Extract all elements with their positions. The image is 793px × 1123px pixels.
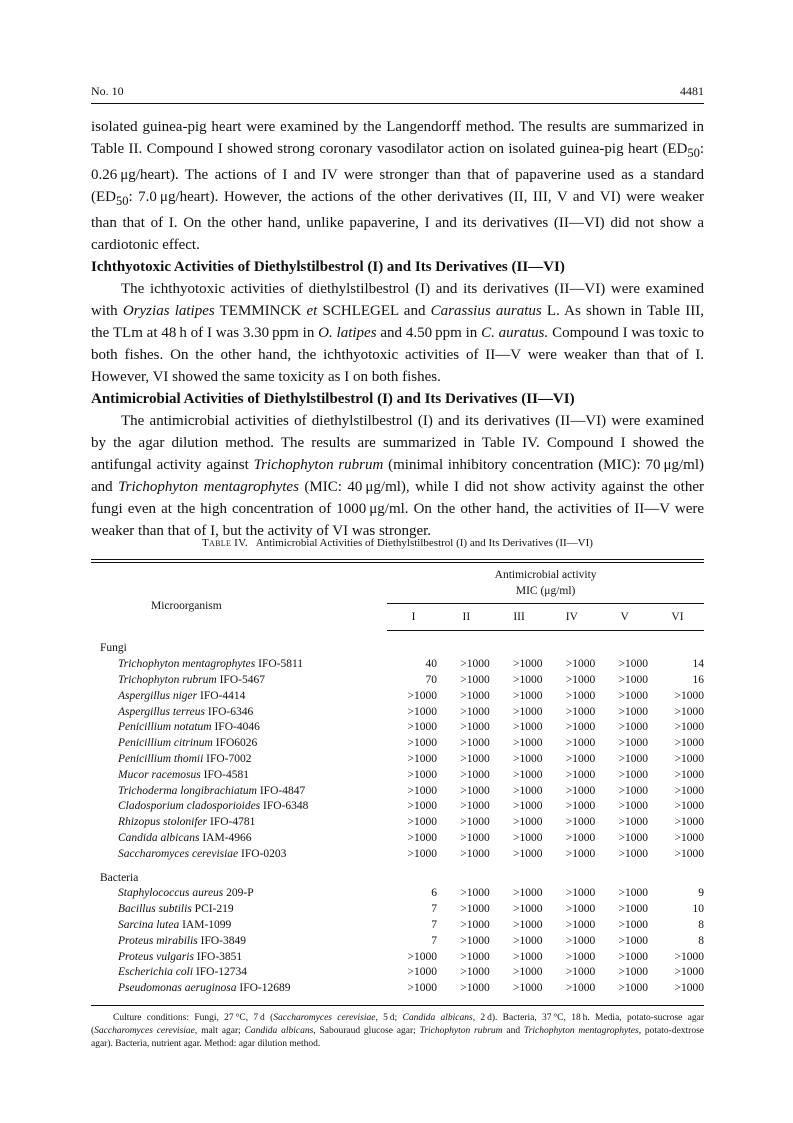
spacer-row (91, 631, 704, 642)
mic-value: >1000 (512, 737, 543, 750)
mic-value: >1000 (674, 737, 704, 750)
mic-value: >1000 (565, 966, 596, 979)
organism-name (91, 886, 387, 902)
mic-value: >1000 (618, 784, 648, 797)
table-caption: Table IV. Antimicrobial Activities of Diethylstilbestrol (I) and Its Derivatives (II—VI) (202, 537, 593, 549)
organism-name (91, 981, 387, 997)
mic-value: >1000 (565, 784, 596, 797)
mic-value: >1000 (565, 831, 596, 844)
species-name: Mucor racemosus (118, 768, 201, 781)
mic-value: >1000 (407, 768, 437, 781)
mic-value: >1000 (565, 816, 596, 829)
mic-value: >1000 (512, 887, 543, 900)
mic-value: 7 (431, 918, 437, 931)
mic-value: >1000 (512, 982, 543, 995)
organism-name (91, 799, 387, 815)
col-header-iii: III (493, 604, 546, 631)
species-name: Rhizopus stolonifer (118, 816, 208, 829)
footnote-segment: , 5 d; (375, 1012, 403, 1023)
table-header (91, 563, 704, 631)
footnote-segment: , 2 d). Bacteria, 37 °C, 18 h. Media, potato-sucrose agar ( (91, 1012, 705, 1036)
mic-value: >1000 (460, 903, 490, 916)
mic-value: >1000 (407, 950, 437, 963)
mic-value: >1000 (674, 705, 704, 718)
strain-id: IFO-4414 (197, 689, 246, 702)
mic-value: >1000 (565, 737, 596, 750)
species-name: Penicillium notatum (118, 721, 212, 734)
mic-value: 8 (698, 934, 704, 947)
strain-id: IAM-4966 (199, 831, 252, 844)
mic-value: >1000 (565, 847, 596, 860)
mic-value: >1000 (618, 816, 648, 829)
table-row (91, 783, 704, 799)
mic-value: >1000 (618, 847, 648, 860)
mic-value: >1000 (460, 737, 490, 750)
col-header-iv: IV (545, 604, 598, 631)
table-row (91, 767, 704, 783)
table-row (91, 799, 704, 815)
mic-table (91, 563, 704, 1001)
organism-name (91, 673, 387, 689)
footnote-segment: Trichophyton rubrum (419, 1025, 503, 1036)
organism-name (91, 918, 387, 934)
mic-value: >1000 (618, 934, 648, 947)
footnote-segment: , Sabouraud glucose agar; (313, 1025, 420, 1036)
mic-value: >1000 (512, 934, 543, 947)
organism-name (91, 783, 387, 799)
strain-id: IFO-3851 (193, 950, 243, 963)
paragraph-1: isolated guinea-pig heart were examined by the Langendorff method. The results are summarized in Table II. Compound I showed strong coronary vasodilator action on isolated guinea-pig heart ($ED_{50}$: 0.26 μg/heart). The actions of I and IV were stronger than that of papaverine used as a standard ($ED_{50}$: 7.0 μg/heart). However, the actions of the other derivatives (II, III, V and VI) were weaker than that of I. On the other hand, unlike papaverine, I and its derivatives (II—VI) did not show a cardiotonic effect. (91, 119, 704, 253)
mic-value: >1000 (565, 705, 596, 718)
mic-value: >1000 (512, 966, 543, 979)
mic-value: >1000 (618, 752, 648, 765)
mic-value: >1000 (565, 752, 596, 765)
mic-value: >1000 (674, 950, 704, 963)
mic-value: >1000 (512, 768, 543, 781)
table-row (91, 752, 704, 768)
mic-value: >1000 (618, 831, 648, 844)
mic-value: >1000 (407, 784, 437, 797)
mic-value: >1000 (460, 831, 490, 844)
strain-id: IFO-4581 (200, 768, 249, 781)
group-label: Fungi (100, 642, 127, 655)
organism-name (91, 720, 387, 736)
species-name: Proteus mirabilis (118, 934, 198, 947)
mic-value: >1000 (565, 982, 596, 995)
mic-value: 14 (692, 658, 704, 671)
species-name: Trichophyton mentagrophytes (118, 658, 256, 671)
mic-value: >1000 (674, 847, 704, 860)
strain-id: IAM-1099 (179, 918, 232, 931)
mic-value: >1000 (407, 816, 437, 829)
strain-id: IFO-6348 (260, 800, 309, 813)
mic-value: >1000 (512, 673, 543, 686)
species-name: Cladosporium cladosporioides (118, 800, 261, 813)
strain-id: IFO-6346 (205, 705, 254, 718)
mic-value: >1000 (407, 966, 437, 979)
species-name: Candida albicans (118, 831, 200, 844)
mic-value: >1000 (512, 721, 543, 734)
species-name: Penicillium citrinum (118, 737, 213, 750)
mic-value: >1000 (674, 768, 704, 781)
paragraph-2: The ichthyotoxic activities of diethylstilbestrol (I) and its derivatives (II—VI) were examined with Oryzias latipes TEMMINCK et SCHLEGEL and Carassius auratus L. As shown in Table III, the TLm at 48 h of I was 3.30 ppm in O. latipes and 4.50 ppm in C. auratus. Compound I was toxic to both fishes. On the other hand, the ichthyotoxic activities of II—V were weaker than that of I. However, VI showed the same toxicity as I on both fishes. (91, 281, 705, 385)
footnote-segment: , malt agar; (194, 1025, 245, 1036)
mic-value: >1000 (565, 887, 596, 900)
group-row (91, 641, 704, 657)
mic-value: >1000 (618, 918, 648, 931)
strain-id: IFO-4046 (211, 721, 260, 734)
mic-value: >1000 (460, 705, 490, 718)
mic-value: >1000 (618, 705, 648, 718)
mic-value: >1000 (407, 721, 437, 734)
mic-value: >1000 (565, 721, 596, 734)
table-row (91, 949, 704, 965)
mic-value: >1000 (460, 847, 490, 860)
species-name: Aspergillus terreus (118, 705, 205, 718)
mic-value: >1000 (460, 752, 490, 765)
mic-value: >1000 (512, 903, 543, 916)
mic-value: >1000 (512, 816, 543, 829)
mic-value: >1000 (460, 673, 490, 686)
table-row (91, 688, 704, 704)
footnote-segment: Saccharomyces cerevisiae (273, 1012, 376, 1023)
mic-value: >1000 (460, 768, 490, 781)
mic-value: >1000 (618, 800, 648, 813)
mic-value: >1000 (565, 800, 596, 813)
table-row (91, 965, 704, 981)
journal-issue: No. 10 (91, 84, 124, 98)
organism-name (91, 815, 387, 831)
species-name: Saccharomyces cerevisiae (118, 847, 239, 860)
mic-value: >1000 (460, 982, 490, 995)
mic-value: >1000 (674, 816, 704, 829)
col-header-ii: II (440, 604, 493, 631)
body-text (91, 116, 704, 542)
mic-value: 7 (431, 903, 437, 916)
section-heading-ichthyotoxic: Ichthyotoxic Activities of Diethylstilbestrol (I) and Its Derivatives (II—VI) (91, 259, 565, 275)
mic-value: 10 (692, 903, 704, 916)
table-row (91, 673, 704, 689)
mic-value: >1000 (407, 982, 437, 995)
strain-id: IFO-7002 (203, 752, 252, 765)
section-heading-antimicrobial: Antimicrobial Activities of Diethylstilbestrol (I) and Its Derivatives (II—VI) (91, 391, 575, 407)
mic-value: >1000 (512, 752, 543, 765)
species-name: Escherichia coli (118, 966, 194, 979)
table-row (91, 886, 704, 902)
mic-value: >1000 (565, 673, 596, 686)
mic-value: >1000 (565, 934, 596, 947)
spacer-row (91, 862, 704, 870)
mic-value: 6 (431, 887, 437, 900)
footnote-segment: Saccharomyces cerevisiae (94, 1025, 195, 1036)
mic-value: >1000 (618, 689, 648, 702)
mic-value: >1000 (618, 950, 648, 963)
mic-value: >1000 (618, 982, 648, 995)
footnote-segment: , potato-dextrose agar). Bacteria, nutrient agar. Method: agar dilution method. (91, 1025, 704, 1049)
footnote-segment: Candida albicans (402, 1012, 473, 1023)
mic-value: >1000 (618, 966, 648, 979)
mic-value: >1000 (565, 903, 596, 916)
strain-id: IFO-5467 (216, 673, 265, 686)
mic-value: >1000 (618, 887, 648, 900)
mic-value: >1000 (565, 950, 596, 963)
mic-value: >1000 (512, 918, 543, 931)
mic-value: >1000 (460, 934, 490, 947)
strain-id: PCI-219 (191, 903, 234, 916)
mic-value: >1000 (460, 966, 490, 979)
table-row (91, 902, 704, 918)
strain-id: IFO-5811 (255, 658, 304, 671)
col-header-i: I (387, 604, 440, 631)
mic-value: 70 (425, 673, 437, 686)
table-row (91, 981, 704, 997)
mic-value: >1000 (407, 800, 437, 813)
paragraph-3: The antimicrobial activities of diethylstilbestrol (I) and its derivatives (II—VI) were examined by the agar dilution method. The results are summarized in Table IV. Compound I showed the antifungal activity against Trichophyton rubrum (minimal inhibitory concentration (MIC): 70 μg/ml) and Trichophyton mentagrophytes (MIC: 40 μg/ml), while I did not show activity against the other fungi even at the high concentration of 1000 μg/ml. On the other hand, the activities of II—V were weaker than that of I, but the activity of VI was stronger. (91, 413, 704, 539)
mic-value: >1000 (460, 784, 490, 797)
mic-value: >1000 (674, 982, 704, 995)
mic-value: >1000 (674, 800, 704, 813)
organism-name (91, 933, 387, 949)
species-name: Bacillus subtilis (118, 903, 192, 916)
strain-id: 209-P (223, 887, 254, 900)
table-row (91, 846, 704, 862)
organism-name (91, 752, 387, 768)
mic-value: >1000 (407, 752, 437, 765)
mic-value: >1000 (512, 800, 543, 813)
table-row (91, 736, 704, 752)
col-header-microorganism: Microorganism (151, 599, 222, 612)
mic-value: >1000 (460, 950, 490, 963)
group-row (91, 870, 704, 886)
mic-value: >1000 (618, 768, 648, 781)
table-iv (91, 537, 704, 1051)
footnote-segment: Trichophyton mentagrophytes (523, 1025, 639, 1036)
mic-value: >1000 (674, 784, 704, 797)
mic-value: >1000 (674, 689, 704, 702)
mic-value: >1000 (512, 689, 543, 702)
mic-value: >1000 (407, 737, 437, 750)
mic-value: >1000 (512, 831, 543, 844)
table-top-rule (91, 559, 704, 560)
organism-name (91, 688, 387, 704)
table-row (91, 815, 704, 831)
mic-value: >1000 (512, 658, 543, 671)
mic-value: >1000 (407, 847, 437, 860)
page-number: 4481 (680, 84, 704, 98)
table-row (91, 657, 704, 673)
header-rule (91, 103, 704, 104)
mic-value: >1000 (565, 918, 596, 931)
mic-value: >1000 (512, 784, 543, 797)
mic-value: >1000 (512, 950, 543, 963)
organism-name (91, 831, 387, 847)
mic-value: >1000 (460, 887, 490, 900)
strain-id: IFO-3849 (197, 934, 247, 947)
mic-value: 40 (425, 658, 437, 671)
strain-id: IFO6026 (212, 737, 258, 750)
table-row (91, 704, 704, 720)
mic-value: >1000 (618, 903, 648, 916)
species-name: Aspergillus niger (118, 689, 198, 702)
mic-value: >1000 (407, 689, 437, 702)
mic-value: 7 (431, 934, 437, 947)
species-name: Staphylococcus aureus (118, 887, 224, 900)
mic-value: >1000 (618, 721, 648, 734)
mic-value: >1000 (618, 737, 648, 750)
col-header-vi: VI (651, 604, 704, 631)
mic-value: 8 (698, 918, 704, 931)
mic-value: 16 (692, 673, 704, 686)
mic-value: 9 (698, 887, 704, 900)
strain-id: IFO-12689 (236, 982, 291, 995)
mic-value: >1000 (618, 673, 648, 686)
mic-value: >1000 (460, 816, 490, 829)
table-row (91, 720, 704, 736)
strain-id: IFO-4781 (207, 816, 256, 829)
mic-value: >1000 (674, 752, 704, 765)
mic-value: >1000 (618, 658, 648, 671)
footnote-segment: and (502, 1025, 524, 1036)
mic-value: >1000 (460, 800, 490, 813)
mic-value: >1000 (674, 831, 704, 844)
mic-value: >1000 (407, 705, 437, 718)
mic-value: >1000 (674, 966, 704, 979)
species-name: Trichoderma longibrachiatum (118, 784, 257, 797)
col-header-v: V (598, 604, 651, 631)
mic-value: >1000 (407, 831, 437, 844)
group-label: Bacteria (100, 871, 139, 884)
strain-id: IFO-4847 (256, 784, 306, 797)
mic-value: >1000 (460, 721, 490, 734)
mic-value: >1000 (565, 689, 596, 702)
species-name: Proteus vulgaris (118, 950, 194, 963)
table-bottom-rule (91, 1005, 704, 1006)
species-name: Trichophyton rubrum (118, 673, 217, 686)
table-row (91, 831, 704, 847)
mic-value: >1000 (512, 847, 543, 860)
mic-value: >1000 (460, 689, 490, 702)
table-row (91, 933, 704, 949)
mic-value: >1000 (460, 658, 490, 671)
mic-value: >1000 (674, 721, 704, 734)
strain-id: IFO-0203 (238, 847, 287, 860)
mic-value: >1000 (460, 918, 490, 931)
table-row (91, 918, 704, 934)
table-footnote (91, 1012, 704, 1051)
mic-value: >1000 (565, 768, 596, 781)
col-header-group: Antimicrobial activity MIC (μg/ml) (387, 563, 704, 604)
table-body (91, 631, 704, 1001)
organism-name (91, 846, 387, 862)
organism-name (91, 657, 387, 673)
organism-name (91, 704, 387, 720)
strain-id: IFO-12734 (193, 966, 248, 979)
species-name: Penicillium thomii (118, 752, 204, 765)
spacer-row (91, 997, 704, 1001)
mic-value: >1000 (565, 658, 596, 671)
organism-name (91, 965, 387, 981)
organism-name (91, 767, 387, 783)
mic-value: >1000 (512, 705, 543, 718)
organism-name (91, 736, 387, 752)
footnote-segment: Culture conditions: Fungi, 27 °C, 7 d ( (113, 1012, 274, 1023)
organism-name (91, 949, 387, 965)
species-name: Sarcina lutea (118, 918, 180, 931)
organism-name (91, 902, 387, 918)
species-name: Pseudomonas aeruginosa (118, 982, 237, 995)
footnote-segment: Candida albicans (244, 1025, 314, 1036)
